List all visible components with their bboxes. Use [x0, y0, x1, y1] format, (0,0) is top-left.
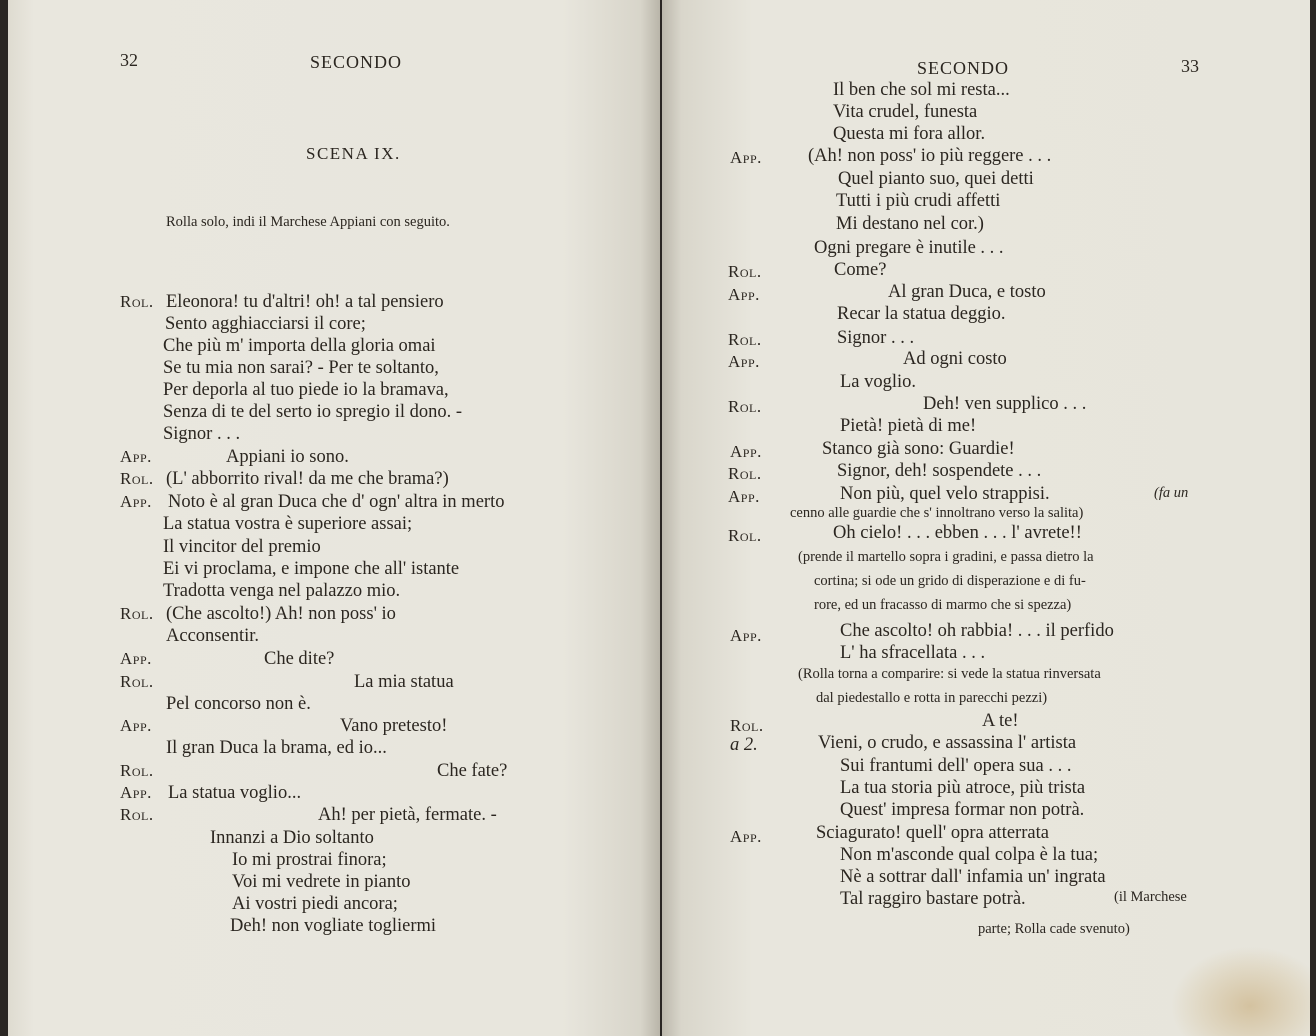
verse-line: Oh cielo! . . . ebben . . . l' avrete!! [833, 523, 1082, 543]
stage-direction: (prende il martello sopra i gradini, e passa dietro la [798, 549, 1094, 565]
verse-line: Appiani io sono. [226, 447, 349, 467]
verse-line: Signor . . . [163, 424, 241, 444]
verse-line: (Ah! non poss' io più reggere . . . [808, 146, 1052, 166]
speaker-label: Rol. [728, 330, 762, 349]
stage-direction: (il Marchese [1114, 889, 1187, 905]
verse-line: La tua storia più atroce, più trista [840, 778, 1086, 798]
verse-line: Mi destano nel cor.) [836, 214, 984, 234]
verse-line: Al gran Duca, e tosto [888, 282, 1046, 302]
stage-direction: rore, ed un fracasso di marmo che si spezza) [814, 597, 1072, 613]
verse-line: Sui frantumi dell' opera sua . . . [840, 756, 1072, 776]
speaker-label: App. [728, 487, 760, 506]
verse-line: Vita crudel, funesta [833, 102, 978, 122]
stage-direction: dal piedestallo e rotta in parecchi pezzi) [816, 690, 1048, 706]
verse-line: Il vincitor del premio [163, 537, 321, 557]
verse-line: La statua vostra è superiore assai; [163, 514, 413, 534]
speaker-label: Rol. [120, 761, 154, 780]
speaker-label: Rol. [728, 397, 762, 416]
verse-line: Signor . . . [837, 328, 915, 348]
verse-line: Ah! per pietà, fermate. - [318, 805, 497, 825]
verse-line: L' ha sfracellata . . . [840, 643, 986, 663]
speaker-label: Rol. [120, 292, 154, 311]
speaker-label: App. [120, 447, 152, 466]
verse-line: Come? [834, 260, 887, 280]
page-number: 33 [1181, 56, 1199, 76]
verse-line: A te! [982, 711, 1019, 731]
speaker-label: App. [730, 827, 762, 846]
verse-line: Se tu mia non sarai? - Per te soltanto, [163, 358, 439, 378]
verse-line: Che più m' importa della gloria omai [163, 336, 436, 356]
stage-direction: cortina; si ode un grido di disperazione e di fu- [814, 573, 1086, 589]
verse-line: Il ben che sol mi resta... [833, 80, 1010, 100]
verse-line: La mia statua [354, 672, 454, 692]
running-head: SECONDO [310, 52, 403, 72]
left-page [8, 0, 660, 1036]
verse-line: Ogni pregare è inutile . . . [814, 238, 1004, 258]
verse-line: Che dite? [264, 649, 335, 669]
paper-stain [1170, 946, 1310, 1036]
speaker-label: App. [120, 716, 152, 735]
stage-direction: (Rolla torna a comparire: si vede la statua rinversata [798, 666, 1101, 682]
speaker-label: Rol. [120, 604, 154, 623]
verse-line: Sciagurato! quell' opra atterrata [816, 823, 1049, 843]
running-head: SECONDO [917, 58, 1010, 78]
verse-line: Questa mi fora allor. [833, 124, 986, 144]
verse-line: Il gran Duca la brama, ed io... [166, 738, 387, 758]
speaker-label: App. [120, 783, 152, 802]
speaker-label: Rol. [120, 469, 154, 488]
verse-line: Tutti i più crudi affetti [836, 191, 1001, 211]
right-page [662, 0, 1310, 1036]
speaker-label: App. [730, 442, 762, 461]
verse-line: Innanzi a Dio soltanto [210, 828, 374, 848]
verse-line: Io mi prostrai finora; [232, 850, 387, 870]
verse-line: Tradotta venga nel palazzo mio. [163, 581, 401, 601]
stage-direction: parte; Rolla cade svenuto) [978, 921, 1130, 937]
verse-line: Non più, quel velo strappisi. [840, 484, 1050, 504]
verse-line: Nè a sottrar dall' infamia un' ingrata [840, 867, 1106, 887]
verse-line: Quest' impresa formar non potrà. [840, 800, 1085, 820]
verse-line: Voi mi vedrete in pianto [232, 872, 411, 892]
verse-line: Tal raggiro bastare potrà. [840, 889, 1026, 909]
speaker-label: Rol. [120, 805, 154, 824]
verse-line: Quel pianto suo, quei detti [838, 169, 1034, 189]
verse-line: Stanco già sono: Guardie! [822, 439, 1015, 459]
verse-line: Noto è al gran Duca che d' ogn' altra in merto [168, 492, 505, 512]
verse-line: (Che ascolto!) Ah! non poss' io [166, 604, 396, 624]
verse-line: Ai vostri piedi ancora; [232, 894, 398, 914]
verse-line: Che fate? [437, 761, 508, 781]
speaker-label: App. [730, 148, 762, 167]
verse-line: (L' abborrito rival! da me che brama?) [166, 469, 449, 489]
verse-line: Senza di te del serto io spregio il dono. - [163, 402, 463, 422]
verse-line: La voglio. [840, 372, 917, 392]
verse-line: Signor, deh! sospendete . . . [837, 461, 1042, 481]
verse-line: Sento agghiacciarsi il core; [165, 314, 366, 334]
verse-line: La statua voglio... [168, 783, 302, 803]
speaker-label: App. [120, 649, 152, 668]
stage-direction: (fa un [1154, 485, 1189, 501]
verse-line: Pel concorso non è. [166, 694, 311, 714]
page-number: 32 [120, 50, 138, 70]
verse-line: Che ascolto! oh rabbia! . . . il perfido [840, 621, 1114, 641]
speaker-label: App. [730, 626, 762, 645]
verse-line: Pietà! pietà di me! [840, 416, 977, 436]
verse-line: Non m'asconde qual colpa è la tua; [840, 845, 1099, 865]
speaker-label: Rol. [120, 672, 154, 691]
speaker-label: App. [120, 492, 152, 511]
verse-line: Eleonora! tu d'altri! oh! a tal pensiero [166, 292, 444, 312]
verse-line: Per deporla al tuo piede io la bramava, [163, 380, 449, 400]
stage-direction: Rolla solo, indi il Marchese Appiani con seguito. [166, 214, 450, 230]
verse-line: Ad ogni costo [903, 349, 1007, 369]
speaker-label: Rol. [730, 716, 764, 735]
speaker-label: App. [728, 285, 760, 304]
speaker-label: Rol. [728, 464, 762, 483]
verse-line: Vano pretesto! [340, 716, 448, 736]
stage-direction: cenno alle guardie che s' innoltrano verso la salita) [790, 505, 1084, 521]
verse-line: Deh! non vogliate togliermi [230, 916, 437, 936]
verse-line: Recar la statua deggio. [837, 304, 1006, 324]
verse-line: Acconsentir. [166, 626, 259, 646]
speaker-label: a 2. [730, 735, 758, 755]
verse-line: Ei vi proclama, e impone che all' istante [163, 559, 460, 579]
verse-line: Deh! ven supplico . . . [923, 394, 1087, 414]
speaker-label: Rol. [728, 526, 762, 545]
verse-line: Vieni, o crudo, e assassina l' artista [818, 733, 1077, 753]
scene-title: SCENA IX. [306, 144, 401, 163]
speaker-label: Rol. [728, 262, 762, 281]
speaker-label: App. [728, 352, 760, 371]
